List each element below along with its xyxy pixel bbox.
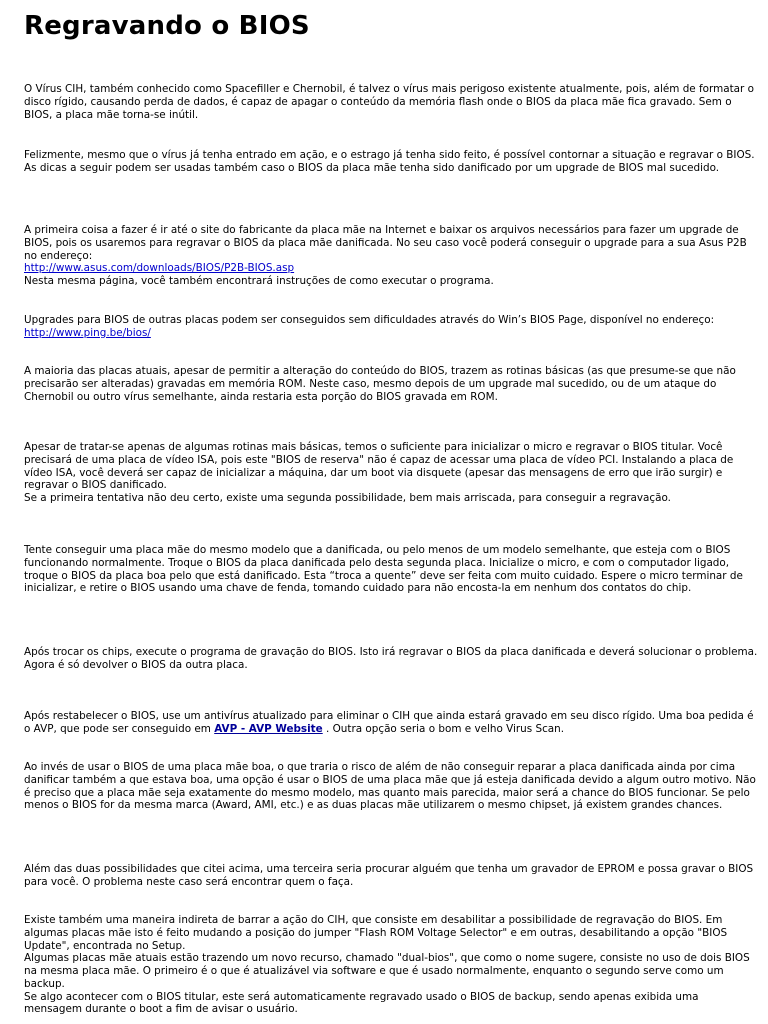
paragraph-hot-swap: Tente conseguir uma placa mãe do mesmo modelo que a danificada, ou pelo menos de um modelo semelhante, que esteja com o BIOS funcionando normalmente. Troque o BIOS da placa danificada pelo desta segunda placa. Inicialize o micro, e com o computador ligado, troque o BIOS da placa boa pelo que está danificado. Esta “troca a quente” deve ser feita com muito cuidado. Espere o micro terminar de inicializar, e retire o BIOS usando uma chave de fenda, tomando cuidado para não encosta-la em nenhum dos contatos do chip. — [24, 544, 743, 595]
paragraph-second-possibility: Se a primeira tentativa não deu certo, existe uma segunda possibilidade, bem mais arriscada, para conseguir a regravação. — [24, 492, 671, 504]
paragraph-jumper-setting: Existe também uma maneira indireta de barrar a ação do CIH, que consiste em desabilitar a possibilidade de regravação do BIOS. Em algumas placas mãe isto é feito mudando a posição do jumper "Flash ROM Voltage Selector" e em outras, desabilitando a opção "BIOS Update", encontrada no Setup. — [24, 914, 728, 952]
paragraph-run-flash-program: Após trocar os chips, execute o programa de gravação do BIOS. Isto irá regravar o BIOS da placa danificada e deverá solucionar o problema. Agora é só devolver o BIOS da outra placa. — [24, 646, 758, 671]
paragraph-recovery-possible: Felizmente, mesmo que o vírus já tenha entrado em ação, e o estrago já tenha sido feito, é possível contornar a situação e regravar o BIOS. As dicas a seguir podem ser usadas também caso o BIOS da placa mãe tenha sido danificado por um upgrade de BIOS mal sucedido. — [24, 149, 755, 174]
antivirus-text: Após restabelecer o BIOS, use um antivírus atualizado para eliminar o CIH que ainda estará gravado em seu disco rígido. Uma boa pedida é o AVP, que pode ser conseguido em — [24, 710, 754, 735]
paragraph-other-upgrades-text: Upgrades para BIOS de outras placas podem ser conseguidos sem dificuldades através do Win’s BIOS Page, disponível no endereço: — [24, 314, 715, 326]
asus-bios-link[interactable]: http://www.asus.com/downloads/BIOS/P2B-BIOS.asp — [24, 262, 295, 275]
paragraph-download-text: A primeira coisa a fazer é ir até o site do fabricante da placa mãe na Internet e baixar os arquivos necessários para fazer um upgrade de BIOS, pois os usaremos para regravar o BIOS da placa mãe danificada. No seu caso você poderá conseguir o upgrade para a sua Asus P2B no endereço: — [24, 224, 747, 262]
paragraph-cih-intro: O Vírus CIH, também conhecido como Spacefiller e Chernobil, é talvez o vírus mais perigoso existente atualmente, pois, além de formatar o disco rígido, causando perda de dados, é capaz de apagar o conteúdo da memória flash onde o BIOS da placa mãe fica gravado. Sem o BIOS, a placa mãe torna-se inútil. — [24, 83, 754, 121]
page-title: Regravando o BIOS — [24, 11, 310, 41]
paragraph-write-protection — [24, 914, 758, 1016]
paragraph-isa-video-text: Apesar de tratar-se apenas de algumas rotinas mais básicas, temos o suficiente para inicializar o micro e regravar o BIOS titular. Você precisará de uma placa de vídeo ISA, pois este "BIOS de reserva" não é capaz de acessar uma placa de vídeo PCI. Instalando a placa de vídeo ISA, você deverá ser capaz de inicializar a máquina, dar um boot via disquete (apesar das mensagens de erro que irão surgir) e regravar o BIOS danificado. — [24, 441, 734, 492]
paragraph-dual-bios: Algumas placas mãe atuais estão trazendo um novo recurso, chamado "dual-bios", que como o nome sugere, consiste no uso de dois BIOS na mesma placa mãe. O primeiro é o que é atualizável via software e que é usado normalmente, enquanto o segundo serve como um backup. — [24, 952, 750, 990]
paragraph-antivirus — [24, 710, 758, 736]
paragraph-download-upgrade — [24, 224, 758, 288]
paragraph-isa-video — [24, 441, 758, 505]
antivirus-text-after: . Outra opção seria o bom e velho Virus Scan. — [326, 722, 565, 735]
avp-website-link[interactable]: AVP - AVP Website — [214, 722, 323, 735]
paragraph-other-upgrades — [24, 314, 758, 340]
document-page — [24, 10, 758, 1016]
wins-bios-page-link[interactable]: http://www.ping.be/bios/ — [24, 326, 151, 339]
paragraph-instructions-note: Nesta mesma página, você também encontrará instruções de como executar o programa. — [24, 275, 494, 287]
paragraph-rom-routines: A maioria das placas atuais, apesar de permitir a alteração do conteúdo do BIOS, trazem as rotinas básicas (as que presume-se que não precisarão ser alteradas) gravadas em memória ROM. Neste caso, mesmo depois de um upgrade mal sucedido, ou de um ataque do Chernobil ou outro vírus semelhante, ainda restaria esta porção do BIOS gravada em ROM. — [24, 365, 736, 403]
paragraph-backup-restore: Se algo acontecer com o BIOS titular, este será automaticamente regravado usado o BIOS de backup, sendo apenas exibida uma mensagem durante o boot a fim de avisar o usuário. — [24, 990, 699, 1016]
paragraph-eprom-programmer: Além das duas possibilidades que citei acima, uma terceira seria procurar alguém que tenha um gravador de EPROM e possa gravar o BIOS para você. O problema neste caso será encontrar quem o faça. — [24, 863, 754, 888]
paragraph-damaged-board-bios: Ao invés de usar o BIOS de uma placa mãe boa, o que traria o risco de além de não conseguir reparar a placa danificada ainda por cima danificar também a que estava boa, uma opção é usar o BIOS de uma placa mãe que já esteja danificada devido a algum outro motivo. Não é preciso que a placa mãe seja exatamente do mesmo modelo, mas quanto mais parecida, maior será a chance do BIOS funcionar. Se pelo menos o BIOS for da mesma marca (Award, AMI, etc.) e as duas placas mãe utilizarem o mesmo chipset, já existem grandes chances. — [24, 761, 756, 812]
